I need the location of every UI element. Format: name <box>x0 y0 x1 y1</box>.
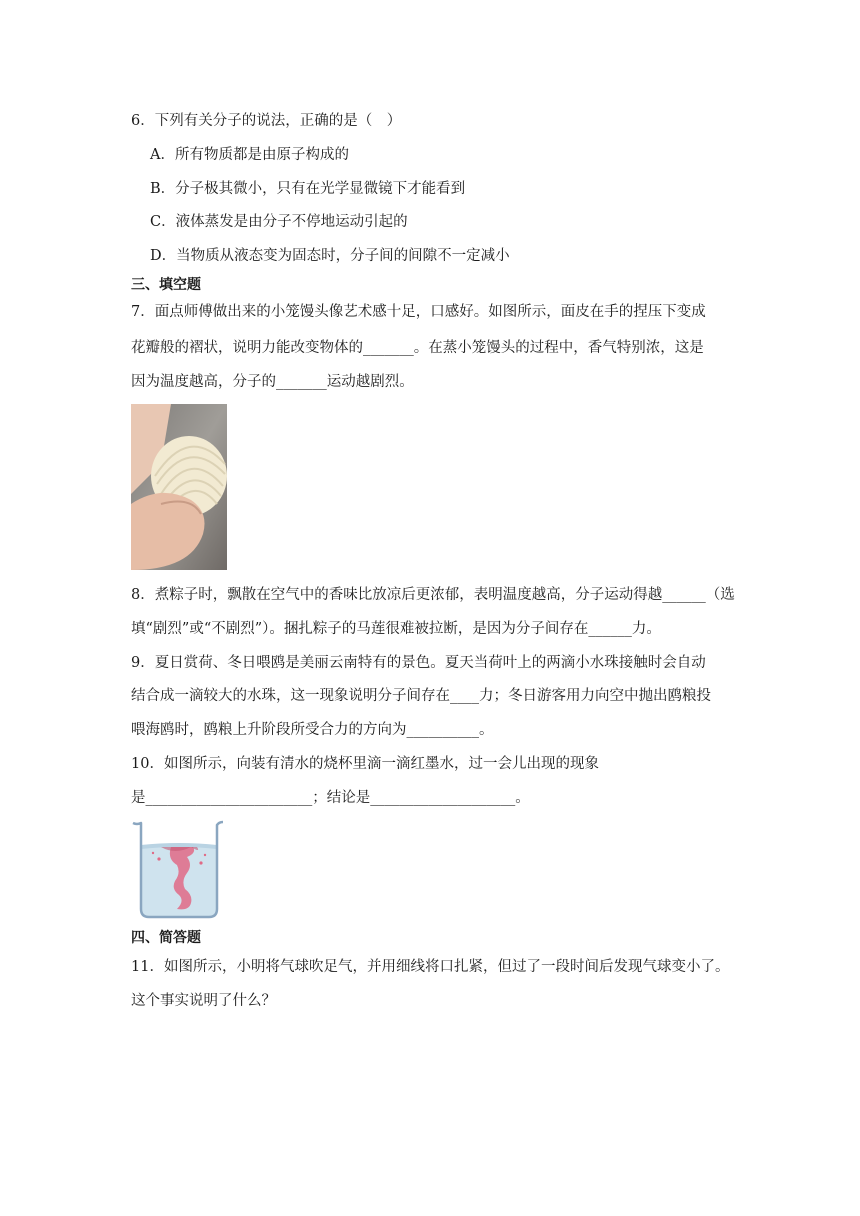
q10-line-2: 是_______________________；结论是____________________。 <box>131 790 530 806</box>
beaker-ink-figure <box>131 819 225 921</box>
q11-line-1: 11．如图所示，小明将气球吹足气，并用细线将口扎紧，但过了一段时间后发现气球变小了。 <box>131 959 730 975</box>
q6-option-c: C．液体蒸发是由分子不停地运动引起的 <box>150 214 408 230</box>
q8-line-1: 8．煮粽子时，飘散在空气中的香味比放凉后更浓郁，表明温度越高，分子运动得越______（选 <box>131 587 735 603</box>
q8-line-2: 填“剧烈”或“不剧烈”）。捆扎粽子的马莲很难被拉断，是因为分子间存在______力。 <box>131 621 661 637</box>
q9-line-3: 喂海鸥时，鸥粮上升阶段所受合力的方向为__________。 <box>131 722 494 738</box>
q7-line-1: 7．面点师傅做出来的小笼馒头像艺术感十足，口感好。如图所示，面皮在手的捏压下变成 <box>131 304 706 320</box>
section-3-heading: 三、填空题 <box>131 277 201 293</box>
q9-line-2: 结合成一滴较大的水珠，这一现象说明分子间存在____力；冬日游客用力向空中抛出鸥粮投 <box>131 688 711 704</box>
q9-line-1: 9．夏日赏荷、冬日喂鸥是美丽云南特有的景色。夏天当荷叶上的两滴小水珠接触时会自动 <box>131 655 706 671</box>
q7-line-3: 因为温度越高，分子的_______运动越剧烈。 <box>131 374 414 390</box>
q6-option-b: B．分子极其微小，只有在光学显微镜下才能看到 <box>150 181 466 197</box>
q6-option-d: D．当物质从液态变为固态时，分子间的间隙不一定减小 <box>150 248 510 264</box>
section-4-heading: 四、简答题 <box>131 930 201 946</box>
q7-line-2: 花瓣般的褶状，说明力能改变物体的_______。在蒸小笼馒头的过程中，香气特别浓，这是 <box>131 340 704 356</box>
q11-line-2: 这个事实说明了什么？ <box>131 993 276 1009</box>
dumpling-photo <box>131 404 227 570</box>
q6-stem: 6．下列有关分子的说法，正确的是（ ） <box>131 113 402 129</box>
q10-line-1: 10．如图所示，向装有清水的烧杯里滴一滴红墨水，过一会儿出现的现象 <box>131 756 599 772</box>
q6-option-a: A．所有物质都是由原子构成的 <box>150 147 349 163</box>
